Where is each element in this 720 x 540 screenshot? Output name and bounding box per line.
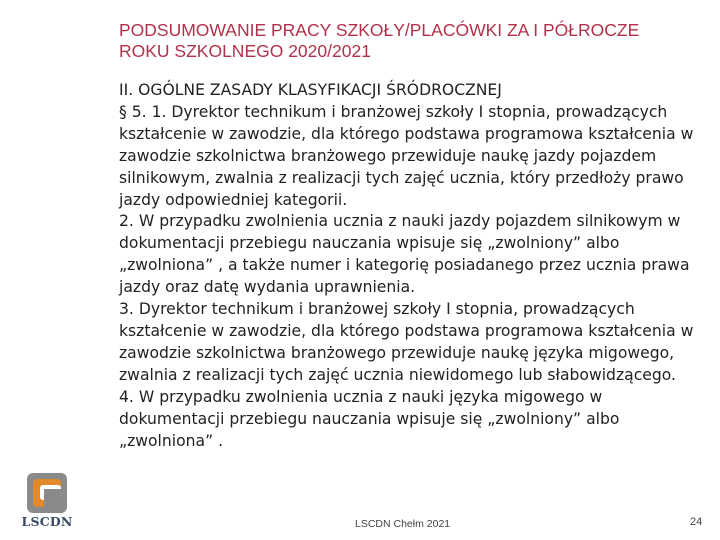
paragraph-2: 2. W przypadku zwolnienia ucznia z nauki jazdy pojazdem silnikowym w dokumentacji przebiegu nauczania wpisuje się „zwolniony” albo „zwolniona” , a także numer i kategorię posiadanego przez ucznia prawa jazdy oraz datę wydania uprawnienia. (119, 212, 690, 297)
left-band (0, 0, 98, 540)
paragraph-1: § 5. 1. Dyrektor technikum i branżowej szkoły I stopnia, prowadzących kształcenie w zawodzie, dla którego podstawa programowa kształcenia w zawodzie szkolnictwa branżowego przewiduje naukę jazdy pojazdem silnikowym, zwalnia z realizacji tych zajęć ucznia, który przedłoży prawo jazdy odpowiedniej kategorii. (119, 102, 694, 209)
logo-text: LSCDN (21, 514, 73, 529)
footer-text: LSCDN Chełm 2021 (355, 518, 451, 530)
section-heading: II. OGÓLNE ZASADY KLASYFIKACJI ŚRÓDROCZNEJ (119, 81, 502, 99)
page-number: 24 (690, 516, 703, 528)
paragraph-3: 3. Dyrektor technikum i branżowej szkoły I stopnia, prowadzących kształcenie w zawodzie, dla którego podstawa programowa kształcenia w zawodzie szkolnictwa branżowego przewiduje naukę języka migowego, zwalnia z realizacji tych zajęć ucznia niewidomego lub słabowidzącego. (119, 300, 694, 384)
slide-body (119, 80, 699, 452)
lscdn-logo-icon (24, 470, 70, 516)
paragraph-4: 4. W przypadku zwolnienia ucznia z nauki języka migowego w dokumentacji przebiegu nauczania wpisuje się „zwolniony” albo „zwolniona” . (119, 387, 620, 450)
slide-title: PODSUMOWANIE PRACY SZKOŁY/PLACÓWKI ZA I PÓŁROCZE ROKU SZKOLNEGO 2020/2021 (119, 20, 640, 61)
